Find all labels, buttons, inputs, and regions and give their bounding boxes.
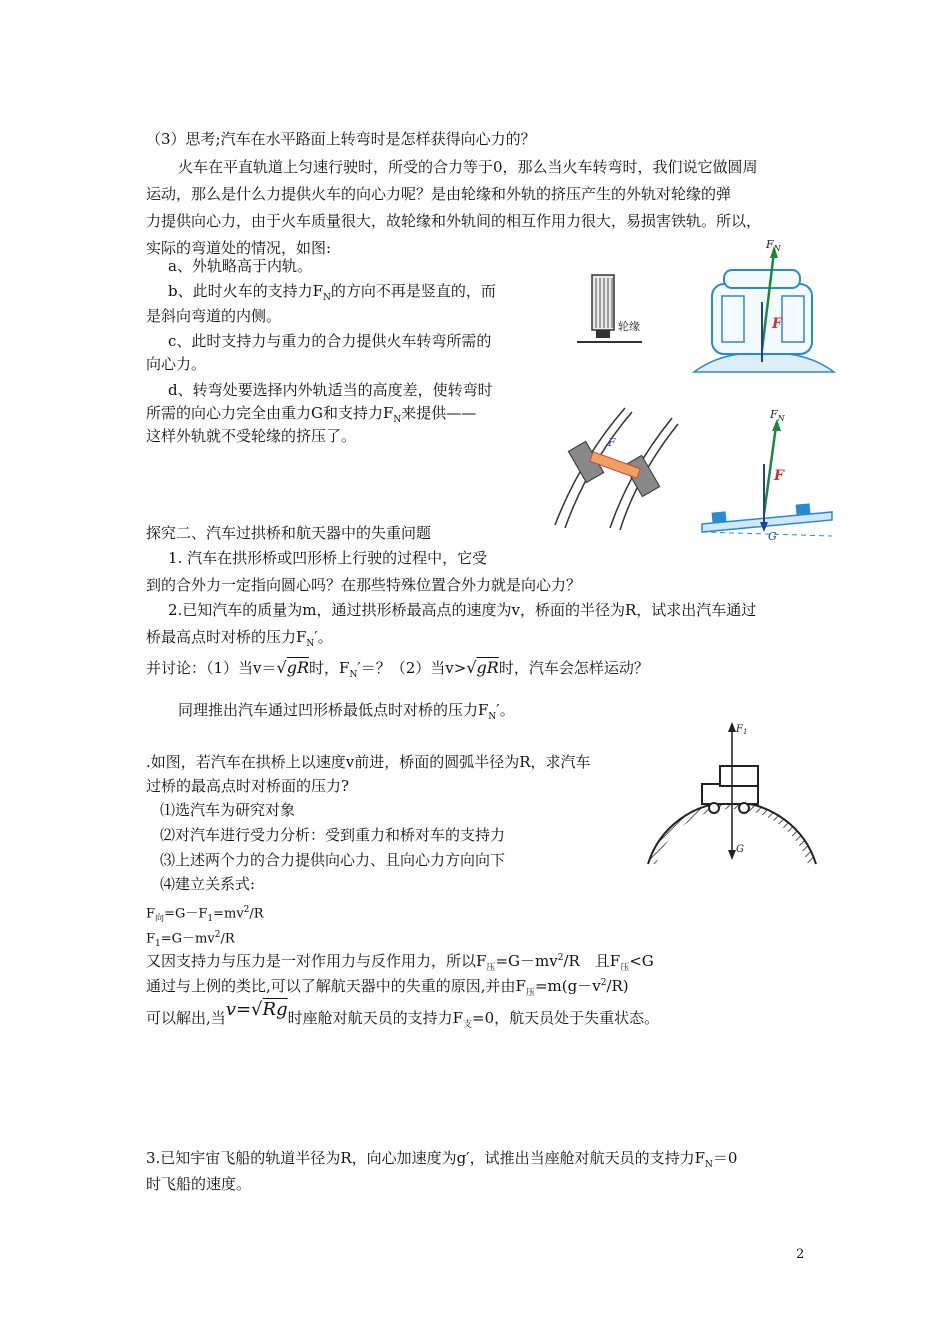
point-d-line2: 所需的向心力完全由重力G和支持力$F_N$来提供—— bbox=[146, 404, 477, 425]
step3: ⑶上述两个力的合力提供向心力、且向心力方向向下 bbox=[160, 851, 506, 869]
f-label: F bbox=[772, 316, 782, 332]
equation1: $F_向=G-F_1=mv^2/R$ bbox=[146, 905, 264, 924]
question2-line1: 2.已知汽车的质量为m，通过拱形桥最高点的速度为v，桥面的半径为R，试求出汽车通过 bbox=[168, 601, 757, 619]
point-d-line3: 这样外轨就不受轮缘的挤压了。 bbox=[146, 427, 357, 445]
question1-line2: 到的合外力一定指向圆心吗？在那些特殊位置合外力就是向心力？ bbox=[146, 576, 582, 594]
g-bridge-label: G bbox=[736, 844, 744, 855]
example-line2: 过桥的最高点时对桥面的压力? bbox=[146, 777, 350, 795]
solve-line: 可以解出,当v=√Rg时座舱对航天员的支持力$F_支=0$，航天员处于失重状态。 bbox=[146, 999, 660, 1030]
point-b-line2: 是斜向弯道的内侧。 bbox=[146, 307, 282, 325]
wheel-flange-figure bbox=[572, 270, 652, 350]
point-c-line1: c、此时支持力与重力的合力提供火车转弯所需的 bbox=[168, 332, 492, 350]
f-track-label: F bbox=[608, 436, 616, 449]
question1-line1: 1. 汽车在拱形桥或凹形桥上行驶的过程中，它受 bbox=[168, 549, 488, 567]
point-c-line2: 向心力。 bbox=[146, 355, 207, 373]
point-a: a、外轨略高于内轨。 bbox=[168, 257, 312, 275]
fn-label: $F_N$ bbox=[766, 238, 781, 253]
discuss-line: 并讨论：（1）当v＝√gR时，$F_N'=$？（2）当v>√gR时，汽车会怎样运动？ bbox=[146, 658, 649, 680]
equation2: $F_1=G-mv^2/R$ bbox=[146, 930, 235, 949]
train-force-figure bbox=[684, 232, 844, 382]
wheel-flange-label: 轮缘 bbox=[618, 320, 640, 333]
similar-line: 同理推出汽车通过凹形桥最低点时对桥的压力$F_N'$。 bbox=[178, 701, 515, 722]
para1-line1: 火车在平直轨道上匀速行驶时，所受的合力等于0，那么当火车转弯时，我们说它做圆周 bbox=[178, 158, 758, 176]
para1-line4: 实际的弯道处的情况，如图: bbox=[146, 239, 332, 257]
think-question: （3）思考;汽车在水平路面上转弯时是怎样获得向心力的？ bbox=[146, 130, 536, 148]
rail-force-figure bbox=[692, 404, 842, 550]
example-line1: .如图，若汽车在拱桥上以速度v前进，桥面的圆弧半径为R，求汽车 bbox=[146, 753, 591, 771]
f-rail-label: F bbox=[774, 468, 784, 484]
point-d-line1: d、转弯处要选择内外轨适当的高度差，使转弯时 bbox=[168, 381, 493, 399]
g-rail-label: G bbox=[768, 530, 777, 543]
reason-line: 又因支持力与压力是一对作用力与反作用力，所以$F_压=G-mv^2/R$ 且$F_压<G$ bbox=[146, 952, 654, 973]
para1-line2: 运动，那么是什么力提供火车的向心力呢？是由轮缘和外轨的挤压产生的外轨对轮缘的弹 bbox=[146, 185, 732, 203]
step2: ⑵对汽车进行受力分析：受到重力和桥对车的支持力 bbox=[160, 826, 506, 844]
page-number: 2 bbox=[796, 1247, 805, 1262]
question3-line2: 时飞船的速度。 bbox=[146, 1175, 252, 1193]
formula-v-sqrt-rg: v=√Rg bbox=[225, 999, 288, 1020]
step4: ⑷建立关系式: bbox=[160, 875, 256, 893]
step1: ⑴选汽车为研究对象 bbox=[160, 801, 296, 819]
question2-line2: 桥最高点时对桥的压力$F_N'$。 bbox=[146, 628, 333, 649]
section2-title: 探究二、汽车过拱桥和航天器中的失重问题 bbox=[146, 524, 432, 542]
para1-line3: 力提供向心力，由于火车质量很大，故轮缘和外轨间的相互作用力很大，易损害铁轨。所以， bbox=[146, 212, 762, 230]
question3-line1: 3.已知宇宙飞船的轨道半径为R，向心加速度为g′，试推出当座舱对航天员的支持力$F_N=0$ bbox=[146, 1149, 738, 1170]
analogy-line: 通过与上例的类比,可以了解航天器中的失重的原因,并由$F_压=m(g-v^2/R)$ bbox=[146, 977, 629, 998]
curved-track-figure bbox=[550, 400, 680, 530]
f1-label: $F_1$ bbox=[736, 724, 748, 736]
arch-bridge-figure bbox=[640, 716, 820, 866]
fn-rail-label: $F_N$ bbox=[770, 408, 785, 423]
point-b-line1: b、此时火车的支持力$F_N$的方向不再是竖直的，而 bbox=[168, 282, 496, 303]
